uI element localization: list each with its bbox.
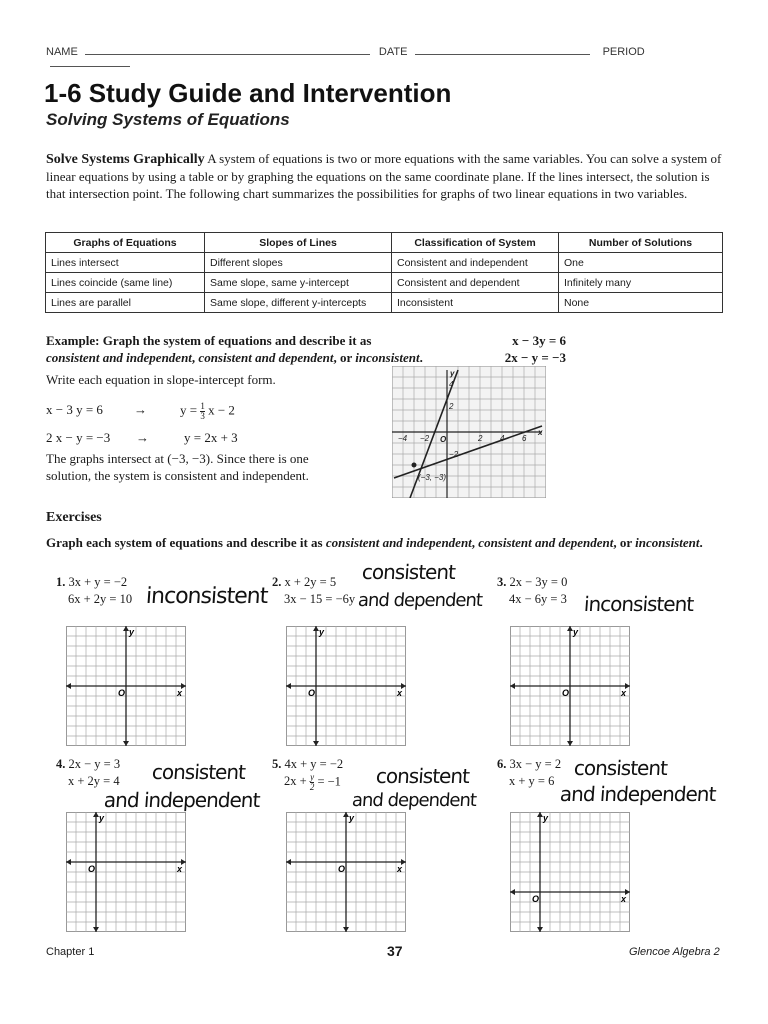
intro-heading: Solve Systems Graphically bbox=[46, 152, 205, 167]
exercise-graph-5[interactable] bbox=[286, 812, 406, 932]
handwritten-answer: consistent bbox=[573, 756, 668, 780]
axis-label-y: y bbox=[450, 369, 455, 378]
problem-eq: = −1 bbox=[317, 774, 341, 789]
example-eq2: 2x − y = −3 bbox=[504, 350, 566, 365]
problem-1 bbox=[56, 574, 132, 608]
axis-label-y: y bbox=[99, 813, 105, 823]
exercise-graph-2[interactable] bbox=[286, 626, 406, 746]
origin-label: O bbox=[440, 435, 447, 444]
tick-label: 2 bbox=[478, 434, 483, 443]
table-cell: Lines coincide (same line) bbox=[46, 273, 205, 293]
example-line2-left: 2 x − y = −3 bbox=[46, 430, 111, 445]
table-cell: Same slope, same y-intercept bbox=[205, 273, 392, 293]
table-header: Classification of System bbox=[392, 233, 559, 253]
handwritten-answer: consistent bbox=[151, 760, 246, 784]
inst-option: consistent and independent bbox=[325, 535, 472, 550]
origin-label: O bbox=[532, 894, 540, 904]
footer-chapter: Chapter 1 bbox=[46, 946, 95, 958]
exercise-graph-1[interactable] bbox=[66, 626, 186, 746]
problem-3 bbox=[497, 574, 567, 608]
table-row bbox=[46, 293, 723, 313]
exercises-instructions: Graph each system of equations and describe it as consistent and independent, consistent and dependent, or inconsistent. bbox=[46, 535, 703, 550]
arrow-icon: → bbox=[134, 402, 147, 417]
axis-label-x: x bbox=[397, 688, 403, 698]
table-cell: Different slopes bbox=[205, 253, 392, 273]
exercise-graph-3[interactable] bbox=[510, 626, 630, 746]
example-option: inconsistent bbox=[355, 350, 420, 365]
axis-label-y: y bbox=[129, 627, 135, 637]
inst-part: Graph each system of equations and describe it as bbox=[46, 535, 323, 550]
problem-number: 4. bbox=[56, 757, 66, 771]
table-cell: Lines are parallel bbox=[46, 293, 205, 313]
axis-label-x: x bbox=[397, 864, 403, 874]
tick-label: 4 bbox=[449, 380, 454, 389]
fraction bbox=[310, 773, 315, 792]
table-row bbox=[46, 273, 723, 293]
example-prompt: Graph the system of equations and describe it as bbox=[102, 333, 372, 348]
problem-eq: x + 2y = 4 bbox=[68, 774, 120, 788]
date-blank[interactable] bbox=[415, 54, 590, 55]
problem-eq: 3x + y = −2 bbox=[68, 575, 128, 589]
eq-part: x − 2 bbox=[208, 402, 235, 418]
axis-label-y: y bbox=[543, 813, 549, 823]
table-header: Number of Solutions bbox=[559, 233, 723, 253]
tick-label: 4 bbox=[500, 434, 505, 443]
example-conclusion: The graphs intersect at (−3, −3). Since there is one solution, the system is consistent and independent. bbox=[46, 451, 309, 483]
problem-number: 5. bbox=[272, 757, 282, 771]
footer-book: Glencoe Algebra 2 bbox=[629, 946, 720, 958]
handwritten-answer: and independent bbox=[103, 788, 261, 812]
arrow-icon: → bbox=[136, 430, 149, 445]
exercise-graph-6[interactable] bbox=[510, 812, 630, 932]
table-row bbox=[46, 253, 723, 273]
handwritten-answer: inconsistent bbox=[583, 592, 695, 616]
table-cell: Lines intersect bbox=[46, 253, 205, 273]
origin-label: O bbox=[308, 688, 316, 698]
example-step: Write each equation in slope-intercept form. bbox=[46, 372, 276, 387]
table-cell: Inconsistent bbox=[392, 293, 559, 313]
problem-4 bbox=[56, 756, 120, 790]
footer-page-number: 37 bbox=[387, 943, 403, 959]
tick-label: 2 bbox=[449, 402, 454, 411]
page-title: 1-6 Study Guide and Intervention bbox=[44, 78, 452, 108]
tick-label: −2 bbox=[420, 434, 430, 443]
period-blank[interactable] bbox=[50, 66, 130, 67]
axis-label-x: x bbox=[177, 688, 183, 698]
point-label: (−3, −3) bbox=[418, 473, 447, 482]
axis-label-y: y bbox=[319, 627, 325, 637]
eq-part: y = bbox=[180, 402, 198, 418]
inst-option: consistent and dependent bbox=[478, 535, 614, 550]
table-header: Graphs of Equations bbox=[46, 233, 205, 253]
problem-eq: x + y = 6 bbox=[509, 774, 555, 788]
fraction-den: 3 bbox=[200, 411, 205, 421]
example-line1-left: x − 3 y = 6 bbox=[46, 402, 103, 417]
problem-eq: 3x − y = 2 bbox=[509, 757, 562, 771]
intro-paragraph bbox=[46, 150, 722, 202]
handwritten-answer: consistent bbox=[361, 560, 456, 584]
page-subtitle: Solving Systems of Equations bbox=[46, 110, 290, 129]
axis-label-x: x bbox=[177, 864, 183, 874]
intersection-point bbox=[412, 463, 417, 468]
exercise-graph-4[interactable] bbox=[66, 812, 186, 932]
tick-label: −2 bbox=[449, 450, 459, 459]
problem-eq: 2x + bbox=[284, 774, 307, 789]
table-cell: None bbox=[559, 293, 723, 313]
axis-label-x: x bbox=[621, 894, 627, 904]
name-blank[interactable] bbox=[85, 54, 370, 55]
handwritten-answer: and dependent bbox=[351, 790, 477, 811]
tick-label: 6 bbox=[522, 434, 527, 443]
fraction-num: y bbox=[310, 772, 315, 782]
handwritten-answer: consistent bbox=[375, 764, 470, 788]
table-cell: Consistent and dependent bbox=[392, 273, 559, 293]
table-cell: Same slope, different y-intercepts bbox=[205, 293, 392, 313]
origin-label: O bbox=[88, 864, 96, 874]
origin-label: O bbox=[338, 864, 346, 874]
handwritten-answer: and dependent bbox=[357, 590, 483, 611]
fraction-den: 2 bbox=[309, 782, 315, 792]
table-cell: One bbox=[559, 253, 723, 273]
problem-eq: 2x − y = 3 bbox=[68, 757, 121, 771]
summary-table bbox=[45, 232, 723, 313]
example-heading: Example: Graph the system of equations and describe it as consistent and independent, consistent and dependent, or inconsistent. bbox=[46, 333, 423, 365]
example-eq1: x − 3y = 6 bbox=[512, 333, 566, 348]
date-label: DATE bbox=[378, 46, 408, 58]
handwritten-answer: and independent bbox=[559, 782, 717, 806]
problem-number: 6. bbox=[497, 757, 507, 771]
problem-2 bbox=[272, 574, 355, 608]
handwritten-answer: inconsistent bbox=[145, 584, 269, 609]
problem-number: 2. bbox=[272, 575, 282, 589]
header-fields bbox=[46, 46, 726, 70]
period-label: PERIOD bbox=[602, 46, 645, 58]
example-option: consistent and independent bbox=[46, 350, 192, 365]
inst-option: inconsistent bbox=[635, 535, 700, 550]
example-equations bbox=[496, 332, 566, 366]
fraction bbox=[200, 402, 205, 421]
problem-eq: 6x + 2y = 10 bbox=[68, 592, 133, 606]
example-label: Example: bbox=[46, 333, 100, 348]
example-option: consistent and dependent bbox=[198, 350, 334, 365]
problem-eq: 4x + y = −2 bbox=[284, 757, 344, 771]
table-cell: Infinitely many bbox=[559, 273, 723, 293]
fraction-num: 1 bbox=[200, 401, 205, 411]
problem-5 bbox=[272, 756, 343, 792]
problem-eq: 3x − 15 = −6y bbox=[284, 592, 356, 606]
axis-label-x: x bbox=[538, 428, 543, 437]
example-line2-right: y = 2x + 3 bbox=[184, 430, 238, 445]
axis-label-x: x bbox=[621, 688, 627, 698]
problem-eq: 4x − 6y = 3 bbox=[509, 592, 567, 606]
example-line1-right bbox=[180, 402, 235, 421]
origin-label: O bbox=[562, 688, 570, 698]
exercises-title: Exercises bbox=[46, 510, 102, 525]
problem-eq: x + 2y = 5 bbox=[284, 575, 337, 589]
problem-number: 3. bbox=[497, 575, 507, 589]
table-cell: Consistent and independent bbox=[392, 253, 559, 273]
tick-label: −4 bbox=[398, 434, 408, 443]
problem-number: 1. bbox=[56, 575, 66, 589]
problem-eq: 2x − 3y = 0 bbox=[509, 575, 568, 589]
table-header: Slopes of Lines bbox=[205, 233, 392, 253]
problem-6 bbox=[497, 756, 561, 790]
example-graph bbox=[392, 366, 546, 498]
name-label: NAME bbox=[46, 46, 78, 58]
axis-label-y: y bbox=[573, 627, 579, 637]
intro-body: A system of equations is two or more equations with the same variables. You can solve a system of linear equations by using a table or by graphing the equations on the same coordinate plane. If the lines intersect, the solution is that intersection point. The following chart summarizes the possibilities for graphs of two linear equations in two variables. bbox=[46, 151, 722, 201]
axis-label-y: y bbox=[349, 813, 355, 823]
origin-label: O bbox=[118, 688, 126, 698]
